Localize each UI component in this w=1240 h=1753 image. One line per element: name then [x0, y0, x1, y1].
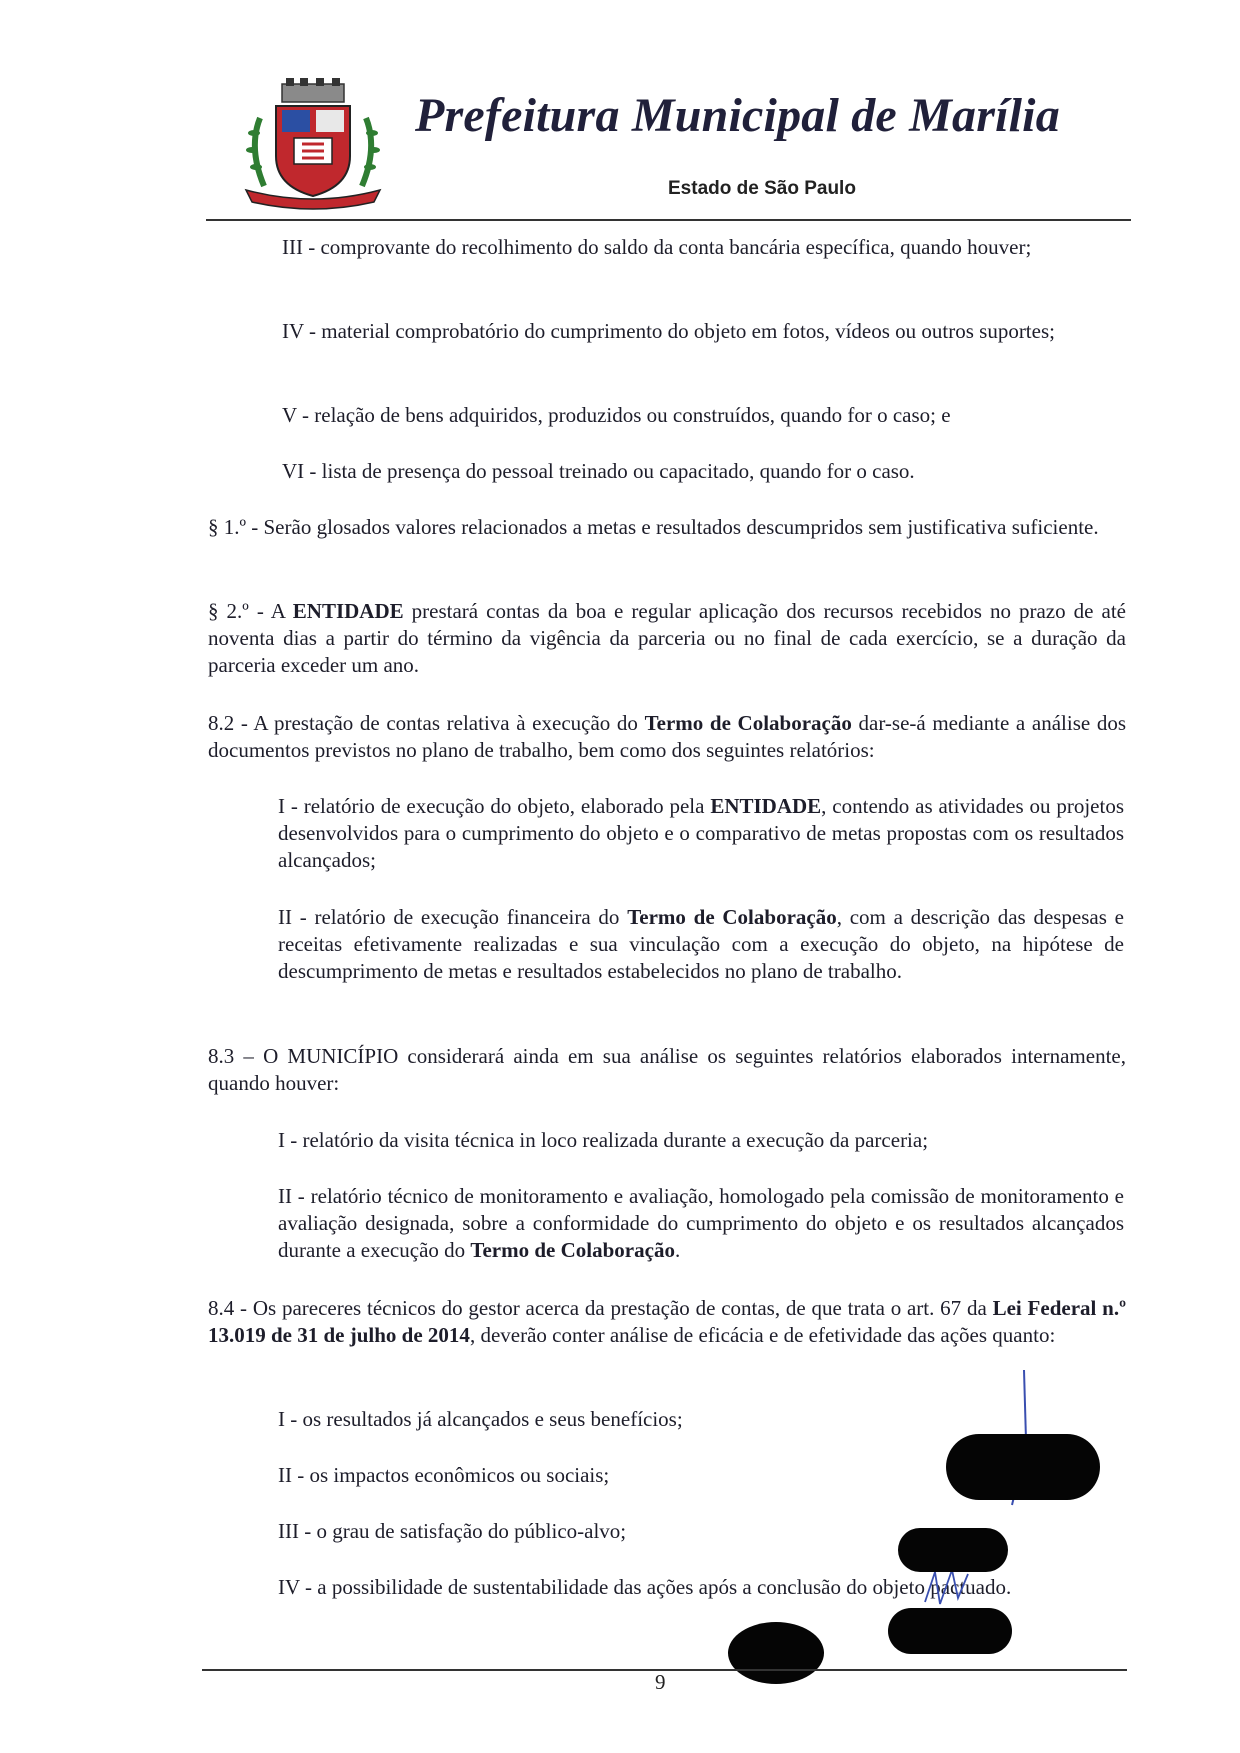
- section-8-3-item-i: I - relatório da visita técnica in loco realizada durante a execução da parceria;: [278, 1128, 929, 1152]
- section-8-4: 8.4 - Os pareceres técnicos do gestor acerca da prestação de contas, de que trata o art. 67 da Lei Federal n.º 13.019 de 31 de julho de 2014, deverão conter análise de eficácia e de efetividade das ações quanto:: [208, 1296, 1127, 1347]
- section-8-3-item-ii: II - relatório técnico de monitoramento e avaliação, homologado pela comissão de monitoramento e avaliação designada, sobre a conformidade do cumprimento do objeto e os resultados alcançados durante a execução do Termo de Colaboração.: [278, 1184, 1124, 1262]
- section-8-3: 8.3 – O MUNICÍPIO considerará ainda em sua análise os seguintes relatórios elaborados internamente, quando houver:: [208, 1044, 1126, 1095]
- page-title: Prefeitura Municipal de Marília: [415, 89, 1060, 142]
- section-8-2-item-ii: II - relatório de execução financeira do Termo de Colaboração, com a descrição das despesas e receitas efetivamente realizadas e sua vinculação com a execução do objeto, na hipótese de descumprimento de metas e resultados estabelecidos no plano de trabalho.: [278, 905, 1124, 983]
- page-number: 9: [655, 1670, 666, 1694]
- item-v: V - relação de bens adquiridos, produzidos ou construídos, quando for o caso; e: [282, 403, 951, 427]
- redaction-mark: [888, 1608, 1012, 1654]
- item-iv: IV - material comprobatório do cumprimento do objeto em fotos, vídeos ou outros suportes;: [282, 319, 1055, 343]
- item-vi: VI - lista de presença do pessoal treinado ou capacitado, quando for o caso.: [282, 459, 915, 483]
- page-subtitle: Estado de São Paulo: [668, 178, 856, 199]
- section-8-2-item-i: I - relatório de execução do objeto, elaborado pela ENTIDADE, contendo as atividades ou projetos desenvolvidos para o cumprimento do objeto e o comparativo de metas propostas com os resultados alcançados;: [278, 794, 1124, 872]
- redaction-mark: [946, 1434, 1100, 1500]
- redaction-mark: [898, 1528, 1008, 1572]
- section-8-4-item-iii: III - o grau de satisfação do público-alvo;: [278, 1519, 627, 1543]
- item-iii: III - comprovante do recolhimento do saldo da conta bancária específica, quando houver;: [282, 235, 1032, 259]
- section-8-4-item-iv: IV - a possibilidade de sustentabilidade das ações após a conclusão do objeto pactuado.: [278, 1575, 1012, 1599]
- paragraph-1: § 1.º - Serão glosados valores relacionados a metas e resultados descumpridos sem justificativa suficiente.: [208, 515, 1099, 539]
- section-8-4-item-i: I - os resultados já alcançados e seus benefícios;: [278, 1407, 683, 1431]
- redaction-mark: [728, 1622, 824, 1684]
- paragraph-2: § 2.º - A ENTIDADE prestará contas da boa e regular aplicação dos recursos recebidos no prazo de até noventa dias a partir do término da vigência da parceria ou no final de cada exercício, se a duração da parceria exceder um ano.: [208, 599, 1127, 677]
- section-8-4-item-ii: II - os impactos econômicos ou sociais;: [278, 1463, 610, 1487]
- section-8-2: 8.2 - A prestação de contas relativa à execução do Termo de Colaboração dar-se-á mediante a análise dos documentos previstos no plano de trabalho, bem como dos seguintes relatórios:: [208, 711, 1126, 762]
